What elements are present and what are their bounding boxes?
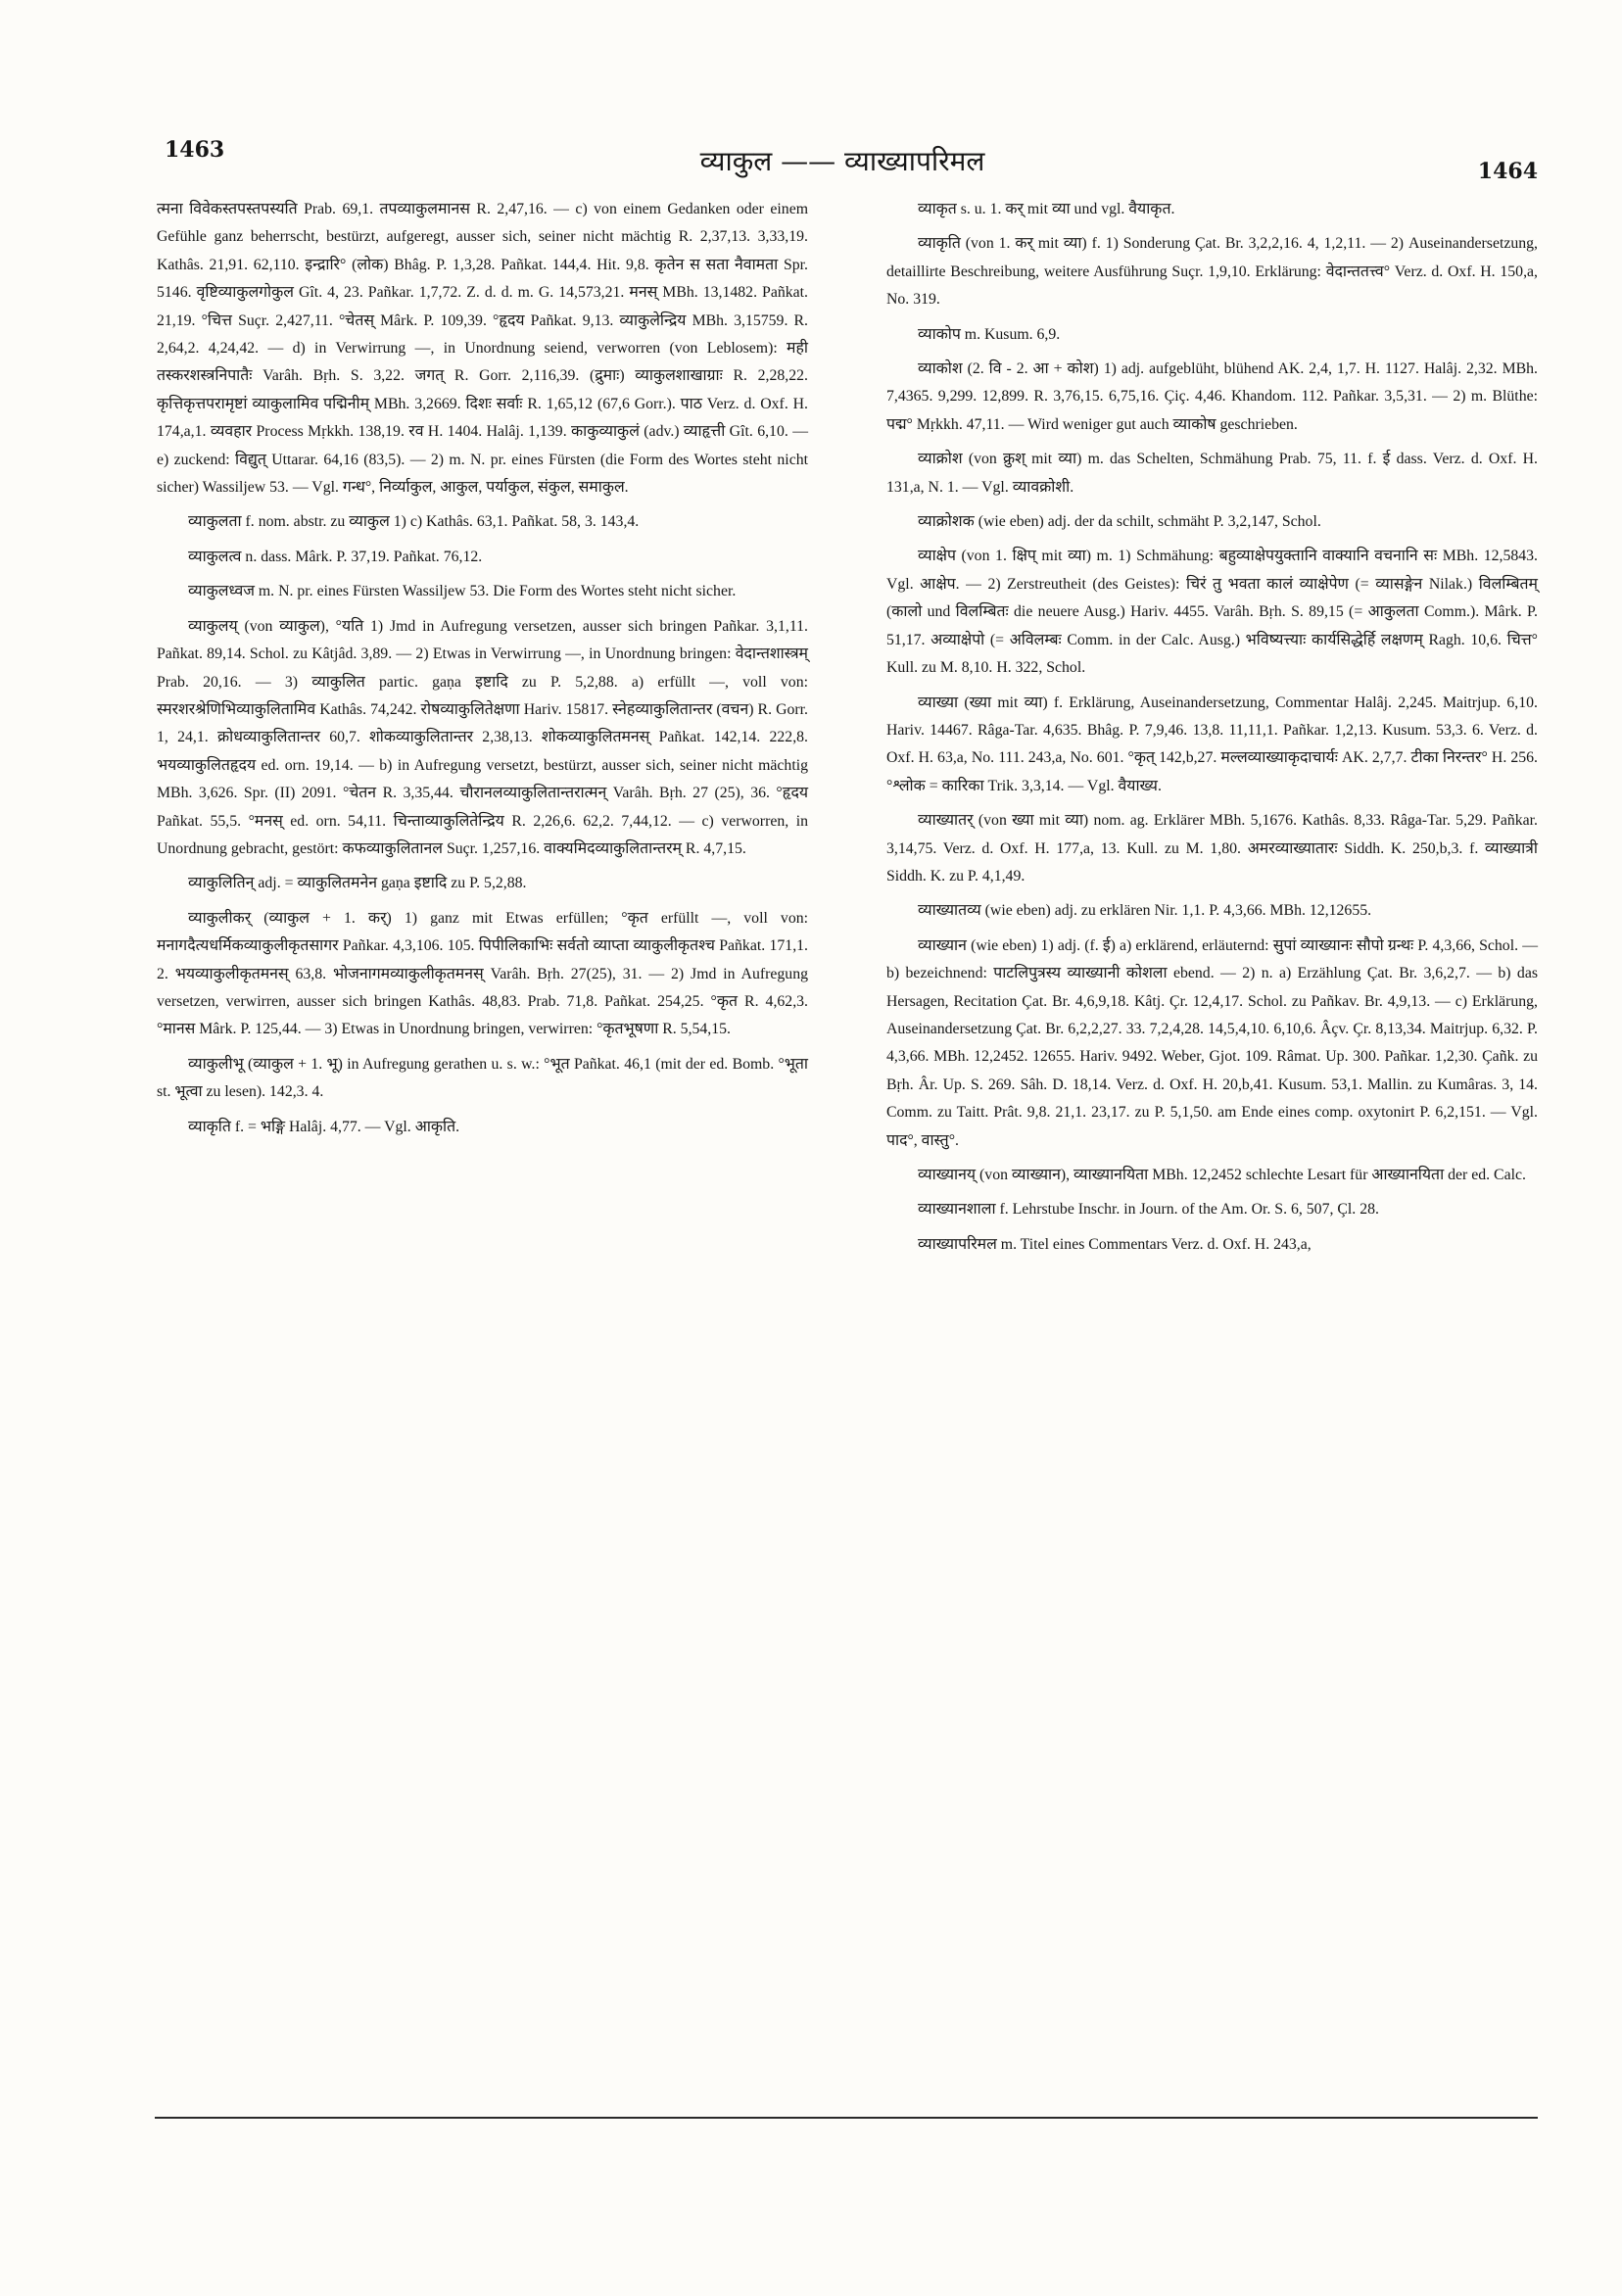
page-header [147,137,1538,186]
dictionary-entry: व्याकृत s. u. 1. कर् mit व्या und vgl. वैयाकृत. [918,201,1175,217]
dictionary-entry: व्याकृति f. = भङ्गि Halâj. 4,77. — Vgl. आकृति. [188,1118,460,1135]
page-number-left: 1463 [165,137,225,163]
dictionary-entry: व्याख्या (ख्या mit व्या) f. Erklärung, Auseinandersetzung, Commentar Halâj. 2,245. Maitrjup. 6,10. Hariv. 14467. Râga-Tar. 4,635. Bhâg. P. 7,9,46. 13,8. 11,11,1. Pañkar. 1,2,13. Kusum. 53,3. 6. Verz. d. Oxf. H. 63,a, No. 111. 243,a, No. 601. °कृत् 142,b,27. मल्लव्याख्याकृदाचार्यः AK. 2,7,7. टीका निरन्तर° H. 256. °श्लोक = कारिका Trik. 3,3,14. — Vgl. वैयाख्य. [886,694,1538,794]
dictionary-entry: व्याकुलत्व n. dass. Mârk. P. 37,19. Pañkat. 76,12. [188,548,483,565]
dictionary-entry: व्याकोप m. Kusum. 6,9. [918,325,1061,343]
dictionary-entry: व्याकुलीभू (व्याकुल + 1. भू) in Aufregung gerathen u. s. w.: °भूत Pañkat. 46,1 (mit der ed. Bomb. °भूता st. भूत्वा zu lesen). 142,3. 4. [157,1055,808,1101]
dictionary-entry: व्याकुलितिन् adj. = व्याकुलितमनेन gaṇa इष्टादि zu P. 5,2,88. [188,875,527,892]
left-column [157,196,808,1148]
dictionary-entry: व्याक्रोश (von क्रुश् mit व्या) m. das Schelten, Schmähung Prab. 75, 11. f. ई dass. Verz. d. Oxf. H. 131,a, N. 1. — Vgl. व्यावक्रोशी. [886,451,1538,496]
dictionary-entry: त्मना विवेकस्तपस्तपस्यति Prab. 69,1. तपव्याकुलमानस R. 2,47,16. — c) von einem Gedanken oder einem Gefühle ganz beherrscht, bestürzt, aufgeregt, ausser sich, seiner nicht mächtig R. 2,37,13. 3,33,19. Kathâs. 21,91. 62,110. इन्द्रारि° (लोक) Bhâg. P. 1,3,28. Pañkat. 144,4. Hit. 9,8. कृतेन स सता नैवामता Spr. 5146. वृष्टिव्याकुलगोकुल Gît. 4, 23. Pañkar. 1,7,72. Z. d. d. m. G. 14,573,21. मनस् MBh. 13,1482. Pañkat. 21,19. °चित्त Suçr. 2,427,11. °चेतस् Mârk. P. 109,39. °हृदय Pañkat. 9,13. व्याकुलेन्द्रिय MBh. 3,15759. R. 2,64,2. 4,24,42. — d) in Verwirrung —, in Unordnung seiend, verworren (von Leblosem): मही तस्करशस्त्रनिपातैः Varâh. Bṛh. S. 3,22. जगत् R. Gorr. 2,116,39. (द्रुमाः) व्याकुलशाखाग्राः R. 2,28,22. कृत्तिकृत्तपरामृष्टां व्याकुलामिव पद्मिनीम् MBh. 3,2669. दिशः सर्वाः R. 1,65,12 (67,6 Gorr.). पाठ Verz. d. Oxf. H. 174,a,1. व्यवहार Process Mṛkkh. 138,19. रव H. 1404. Halâj. 1,139. काकुव्याकुलं (adv.) व्याहृत्ती Gît. 6,10. — e) zuckend: विद्युत् Uttarar. 64,16 (83,5). — 2) m. N. pr. eines Fürsten (die Form des Wortes steht nicht sicher) Wassiljew 53. — Vgl. गन्ध°, निर्व्याकुल, आकुल, पर्याकुल, संकुल, समाकुल. [157,201,808,497]
dictionary-entry: व्याकोश (2. वि - 2. आ + कोश) 1) adj. aufgeblüht, blühend AK. 2,4, 1,7. H. 1127. Halâj. 2,32. MBh. 7,4365. 9,299. 12,899. R. 3,76,15. 6,75,16. Çiç. 4,46. Khandom. 112. Pañkar. 3,5,31. — 2) m. Blüthe: पद्म° Mṛkkh. 47,11. — Wird weniger gut auch व्याकोष geschrieben. [886,360,1538,433]
dictionary-entry: व्याख्यानय् (von व्याख्यान), व्याख्यानयिता MBh. 12,2452 schlechte Lesart für आख्यानयिता der ed. Calc. [918,1167,1526,1183]
page-number-right: 1464 [1477,159,1538,184]
dictionary-entry: व्याकुलता f. nom. abstr. zu व्याकुल 1) c) Kathâs. 63,1. Pañkat. 58, 3. 143,4. [188,513,640,531]
dictionary-entry: व्याकुलय् (von व्याकुल), °यति 1) Jmd in Aufregung versetzen, ausser sich bringen Pañkar. 3,1,11. Pañkat. 89,14. Schol. zu Kâtjâd. 3,89. — 2) Etwas in Verwirrung —, in Unordnung bringen: वेदान्तशास्त्रम् Prab. 20,16. — 3) व्याकुलित partic. gaṇa इष्टादि zu P. 5,2,88. a) erfüllt —, voll von: स्मरशरश्रेणिभिव्याकुलितामिव Kathâs. 74,242. रोषव्याकुलितेक्षणा Hariv. 15817. स्नेहव्याकुलितान्तर (वचन) R. Gorr. 1, 24,1. क्रोधव्याकुलितान्तर 60,7. शोकव्याकुलितान्तर 2,38,13. शोकव्याकुलितमनस् Pañkat. 142,14. 222,8. भयव्याकुलितहृदय ed. orn. 19,14. — b) in Aufregung versetzt, bestürzt, ausser sich, seiner nicht mächtig MBh. 3,626. Spr. (II) 2091. °चेतन R. 3,35,44. चौरानलव्याकुलितान्तरात्मन् Varâh. Bṛh. 27 (25), 36. °हृदय Pañkat. 55,5. °मनस् ed. orn. 54,11. चिन्ताव्याकुलितेन्द्रिय R. 2,26,6. 62,2. 7,44,12. — c) verworren, in Unordnung gebracht, gestört: कफव्याकुलितानल Suçr. 1,257,16. वाक्यमिदव्याकुलितान्तरम् R. 4,7,15. [157,617,808,857]
dictionary-entry: व्याकुलीकर् (व्याकुल + 1. कर्) 1) ganz mit Etwas erfüllen; °कृत erfüllt —, voll von: मनागदैत्यधर्मिकव्याकुलीकृतसागर Pañkar. 4,3,106. 105. पिपीलिकाभिः सर्वतो व्याप्ता व्याकुलीकृतश्च Pañkat. 171,1. 2. भयव्याकुलीकृतमनस् 63,8. भोजनागमव्याकुलीकृतमनस् Varâh. Bṛh. 27(25), 31. — 2) Jmd in Aufregung versetzen, verwirren, ausser sich bringen Kathâs. 48,83. Prab. 71,8. Pañkat. 254,25. °कृत R. 4,62,3. °मानस Mârk. P. 125,44. — 3) Etwas in Unordnung bringen, verwirren: °कृतभूषणा R. 5,54,15. [157,909,808,1038]
dictionary-entry: व्याख्यानशाला f. Lehrstube Inschr. in Journ. of the Am. Or. S. 6, 507, Çl. 28. [918,1201,1379,1219]
bottom-rule [155,2117,1538,2119]
dictionary-entry: व्याख्यातव्य (wie eben) adj. zu erklären Nir. 1,1. P. 4,3,66. MBh. 12,12655. [918,902,1372,920]
dictionary-entry: व्याख्यान (wie eben) 1) adj. (f. ई) a) erklärend, erläuternd: सुपां व्याख्यानः सौपो ग्रन्थः P. 4,3,66, Schol. — b) bezeichnend: पाटलिपुत्रस्य व्याख्यानी कोशला ebend. — 2) n. a) Erzählung Çat. Br. 3,6,2,7. — b) das Hersagen, Recitation Çat. Br. 4,6,9,18. Kâtj. Çr. 12,4,17. Schol. zu Pañkav. Br. 4,9,13. — c) Erklärung, Auseinandersetzung Çat. Br. 6,2,2,27. 33. 7,2,4,28. 14,5,4,10. 6,10,6. Âçv. Çr. 8,13,34. Maitrjup. 6,32. P. 4,3,66. MBh. 12,2452. 12655. Hariv. 9492. Weber, Gjot. 109. Râmat. Up. 300. Pañkar. 1,2,30. Çañk. zu Bṛh. Âr. Up. S. 269. Sâh. D. 18,14. Verz. d. Oxf. H. 20,b,41. Kusum. 53,1. Mallin. zu Kumâras. 3, 14. Comm. zu Taitt. Prât. 9,8. 21,1. 23,17. zu P. 5,1,50. am Ende eines comp. oxytonirt P. 6,2,151. — Vgl. पाद°, वास्तु°. [886,936,1538,1149]
dictionary-entry: व्याख्यातर् (von ख्या mit व्या) nom. ag. Erklärer MBh. 5,1676. Kathâs. 8,33. Râga-Tar. 5,29. Pañkar. 3,14,75. Verz. d. Oxf. H. 177,a, 13. Kull. zu M. 1,80. अमरव्याख्यातारः Siddh. K. 250,b,3. f. व्याख्यात्री Siddh. K. zu P. 4,1,49. [886,812,1538,885]
dictionary-entry: व्याकृति (von 1. कर् mit व्या) f. 1) Sonderung Çat. Br. 3,2,2,16. 4, 1,2,11. — 2) Auseinandersetzung, detaillirte Beschreibung, weitere Ausführung Suçr. 1,9,10. Erklärung: वेदान्ततत्त्व° Verz. d. Oxf. H. 150,a, No. 319. [886,235,1538,309]
right-column [886,196,1538,1266]
dictionary-entry: व्याक्रोशक (wie eben) adj. der da schilt, schmäht P. 3,2,147, Schol. [918,513,1321,531]
dictionary-entry: व्याकुलध्वज m. N. pr. eines Fürsten Wassiljew 53. Die Form des Wortes steht nicht sicher. [188,583,737,600]
dictionary-entry: व्याख्यापरिमल m. Titel eines Commentars Verz. d. Oxf. H. 243,a, [918,1235,1312,1253]
dictionary-entry: व्याक्षेप (von 1. क्षिप् mit व्या) m. 1) Schmähung: बहुव्याक्षेपयुक्तानि वाक्यानि वचनानि सः MBh. 12,5843. Vgl. आक्षेप. — 2) Zerstreutheit (des Geistes): चिरं तु भवता कालं व्याक्षेपेण (= व्यासङ्गेन Nilak.) विलम्बितम् (कालो und विलम्बितः die neuere Ausg.) Hariv. 4455. Varâh. Bṛh. S. 89,15 (= आकुलता Comm.). Mârk. P. 51,17. अव्याक्षेपो (= अविलम्बः Comm. in der Calc. Ausg.) भविष्यत्त्याः कार्यसिद्धेर्हि लक्षणम् Ragh. 10,6. चित्त° Kull. zu M. 8,10. H. 322, Schol. [886,548,1538,677]
running-head: व्याकुल —— व्याख्यापरिमल [699,145,985,177]
